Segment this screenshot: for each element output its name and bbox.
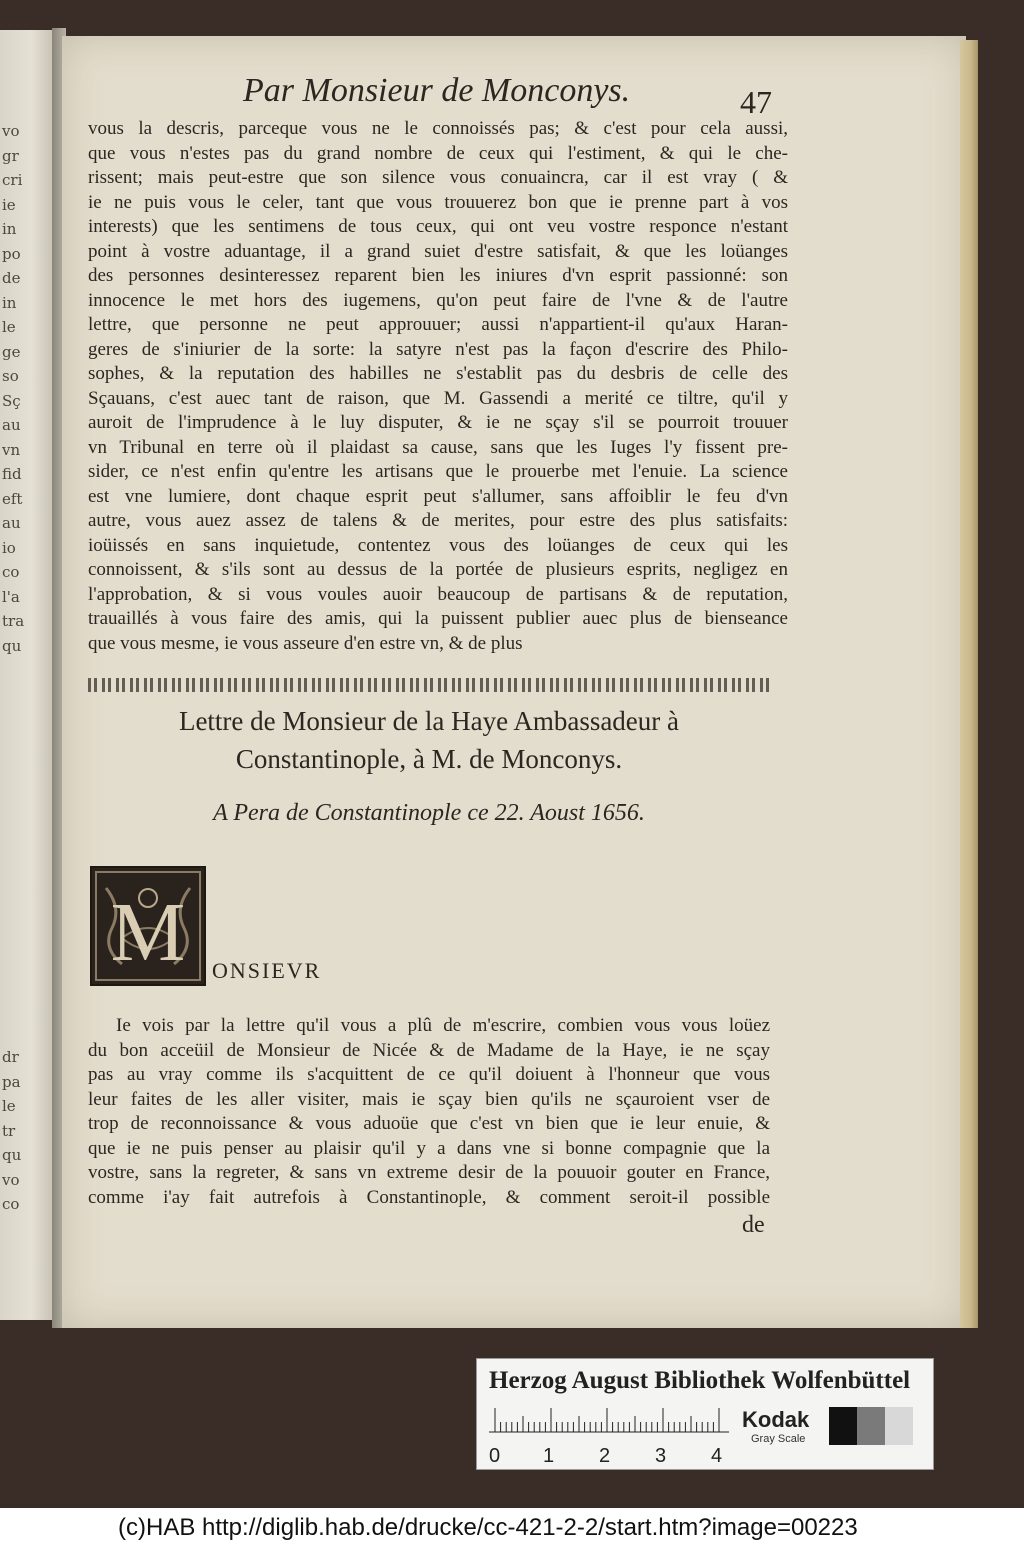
ruler-number: 0 bbox=[489, 1445, 501, 1467]
text-line: que vous n'estes pas du grand nombre de ceux qui l'estiment, & qui le che- bbox=[88, 142, 788, 164]
decorated-initial bbox=[90, 866, 206, 986]
initial-letter: M bbox=[110, 886, 186, 979]
ruler-number: 4 bbox=[711, 1445, 723, 1467]
facing-page-fragment: l'a bbox=[2, 587, 20, 606]
gray-patch-light bbox=[885, 1407, 913, 1445]
letter-text bbox=[88, 1014, 770, 1210]
facing-page-fragment: in bbox=[2, 293, 17, 312]
left-facing-page bbox=[0, 30, 52, 1320]
text-line: point à vostre aduantage, il a grand suiet d'estre satisfait, & que les loüanges bbox=[88, 240, 788, 262]
facing-page-fragment: qu bbox=[2, 636, 22, 655]
gray-patch-mid bbox=[857, 1407, 885, 1445]
facing-page-fragment: ge bbox=[2, 342, 21, 361]
text-line: autre, vous auez assez de talens & de merites, pour estre des plus satisfaits: bbox=[88, 510, 788, 531]
text-line: que vous mesme, ie vous asseure d'en estre vn, & de plus bbox=[88, 632, 523, 654]
facing-page-fragment: de bbox=[2, 269, 21, 287]
text-line: innocence le met hors des iugemens, qu'on peut faire de l'vne & de l'autre bbox=[88, 289, 788, 311]
text-line: vous la descris, parceque vous ne le connoissés pas; & c'est pour cela aussi, bbox=[88, 118, 788, 139]
text-line: Ie vois par la lettre qu'il vous a plû de m'escrire, combien vous vous loüez bbox=[116, 1015, 770, 1036]
facing-page-fragment: co bbox=[2, 563, 20, 581]
ruler-number: 1 bbox=[543, 1445, 555, 1467]
facing-page-fragment: le bbox=[2, 1097, 16, 1115]
kodak-logo: Kodak bbox=[742, 1407, 810, 1432]
facing-page-fragment: dr bbox=[2, 1048, 19, 1066]
ruler-icon bbox=[489, 1407, 729, 1433]
text-line: geres de s'iniurier de la sorte: la satyre n'est pas la façon d'escrire des Philo- bbox=[88, 338, 788, 360]
page-edge bbox=[960, 40, 978, 1328]
text-line: connoissent, & s'ils sont au dessus de la portée de plusieurs esprits, negligez en bbox=[88, 559, 788, 580]
text-line: l'approbation, & si vous voules auoir beaucoup de partisans & de reputation, bbox=[88, 583, 788, 605]
ruler-numbers bbox=[477, 1445, 737, 1467]
text-line: auroit de l'imprudence à le luy disputer, & ie ne sçay s'il se pourroit trouuer bbox=[88, 412, 788, 433]
initial-ornament-icon bbox=[92, 868, 204, 984]
text-line: trop de reconnoissance & vous aduoüe que c'est vn bien que ie leur enuie, & bbox=[88, 1113, 770, 1134]
body-text bbox=[88, 117, 788, 656]
text-line: du bon acceüil de Monsieur de Nicée & de Madame de la Haye, ie ne sçay bbox=[88, 1039, 770, 1061]
text-line: leur faites de les aller visiter, mais ie sçay bien qu'ils ne sçauroient vser de bbox=[88, 1088, 770, 1110]
facing-page-fragment: tra bbox=[2, 612, 25, 630]
copyright-credit: (c)HAB http://diglib.hab.de/drucke/cc-421-2-2/start.htm?image=00223 bbox=[118, 1514, 858, 1541]
text-line: des personnes desinteressez reparent bien les iniures d'vn esprit passionné: son bbox=[88, 265, 788, 286]
text-line: vostre, sans la regreter, & sans vn extreme desir de la pouuoir gouter en France, bbox=[88, 1162, 770, 1183]
text-line: sider, ce n'est enfin qu'entre les artisans que le prouerbe met l'enuie. La science bbox=[88, 461, 788, 482]
facing-page-fragment: io bbox=[2, 538, 16, 557]
facing-page-fragment: Sç bbox=[2, 391, 21, 410]
letter-title: Constantinople, à M. de Monconys. bbox=[235, 744, 623, 774]
ornamental-rule bbox=[88, 678, 770, 692]
text-line: comme i'ay fait autrefois à Constantinople, & comment seroit-il possible bbox=[88, 1186, 770, 1208]
facing-page-fragment: tr bbox=[2, 1121, 16, 1140]
letter-title: Lettre de Monsieur de la Haye Ambassadeur à bbox=[178, 706, 680, 736]
facing-page-fragment: cri bbox=[2, 171, 23, 189]
text-line: lettre, que personne ne peut approuuer; aussi n'appartient-il qu'aux Haran- bbox=[88, 314, 788, 335]
facing-page-fragment: qu bbox=[2, 1146, 22, 1164]
text-line: Sçauans, c'est auec tant de raison, que M. Gassendi a merité ce tiltre, qu'il y bbox=[88, 387, 788, 409]
running-head: Par Monsieur de Monconys. bbox=[243, 72, 631, 109]
facing-page-fragment: ie bbox=[2, 195, 16, 214]
text-line: pas au vray comme ils s'acquittent de ce qu'il doiuent à l'honneur que vous bbox=[88, 1064, 770, 1085]
facing-page-fragment: po bbox=[2, 244, 21, 263]
page-number: 47 bbox=[740, 84, 772, 120]
facing-page-fragment: co bbox=[2, 1195, 20, 1213]
facing-page-fragment: vn bbox=[2, 440, 21, 459]
text-line: vn Tribunal en terre où il plaidast sa cause, sans que les Iuges l'y fissent pre- bbox=[88, 436, 788, 458]
ruler-number: 3 bbox=[655, 1445, 667, 1467]
ruler-number: 2 bbox=[599, 1445, 611, 1467]
text-line: sophes, & la reputation des habilles ne s'establit pas du desbris de celle des bbox=[88, 363, 788, 384]
dateline: A Pera de Constantinople ce 22. Aoust 1656. bbox=[213, 800, 645, 826]
text-line: interests) que les sentimens de tous ceux, qui ont veu vostre responce n'estant bbox=[88, 216, 788, 237]
facing-page-fragment: le bbox=[2, 318, 16, 336]
facing-page-fragment: in bbox=[2, 220, 17, 238]
facing-page-fragment: eft bbox=[2, 489, 23, 508]
salutation: ONSIEVR bbox=[212, 958, 322, 983]
catchword: de bbox=[742, 1212, 765, 1238]
facing-page-fragment: au bbox=[2, 416, 21, 434]
facing-page-fragment: vo bbox=[2, 122, 20, 140]
text-line: ioüissés en sans inquietude, contentez vous des loüanges de ceux qui les bbox=[88, 534, 788, 556]
text-line: ie ne puis vous le celer, tant que vous trouuerez bon que ie prenne part à vos bbox=[88, 191, 788, 213]
text-line: que ie ne puis penser au plaisir qu'il y a dans vne si bonne compagnie que la bbox=[88, 1137, 770, 1159]
text-line: rissent; mais peut-estre que son silence vous conuaincra, car il est vray ( & bbox=[88, 167, 788, 188]
card-title: Herzog August Bibliothek Wolfenbüttel bbox=[489, 1367, 911, 1394]
text-line: est vne lumiere, dont chaque esprit peut s'allumer, sans affoiblir le feu d'vn bbox=[88, 485, 788, 507]
text-line: trauaillés à vous faire des amis, qui la puissent publier auec plus de bienseance bbox=[88, 608, 788, 629]
facing-page-fragment: au bbox=[2, 514, 21, 532]
gray-patch-dark bbox=[829, 1407, 857, 1445]
facing-page-fragment: fid bbox=[2, 465, 22, 483]
calibration-card bbox=[476, 1358, 934, 1470]
facing-page-fragment: pa bbox=[2, 1072, 21, 1091]
facing-page-fragment: vo bbox=[2, 1170, 20, 1189]
gray-scale-label: Gray Scale bbox=[751, 1433, 806, 1445]
facing-page-fragment: so bbox=[2, 367, 19, 385]
facing-page-fragment: gr bbox=[2, 146, 19, 165]
